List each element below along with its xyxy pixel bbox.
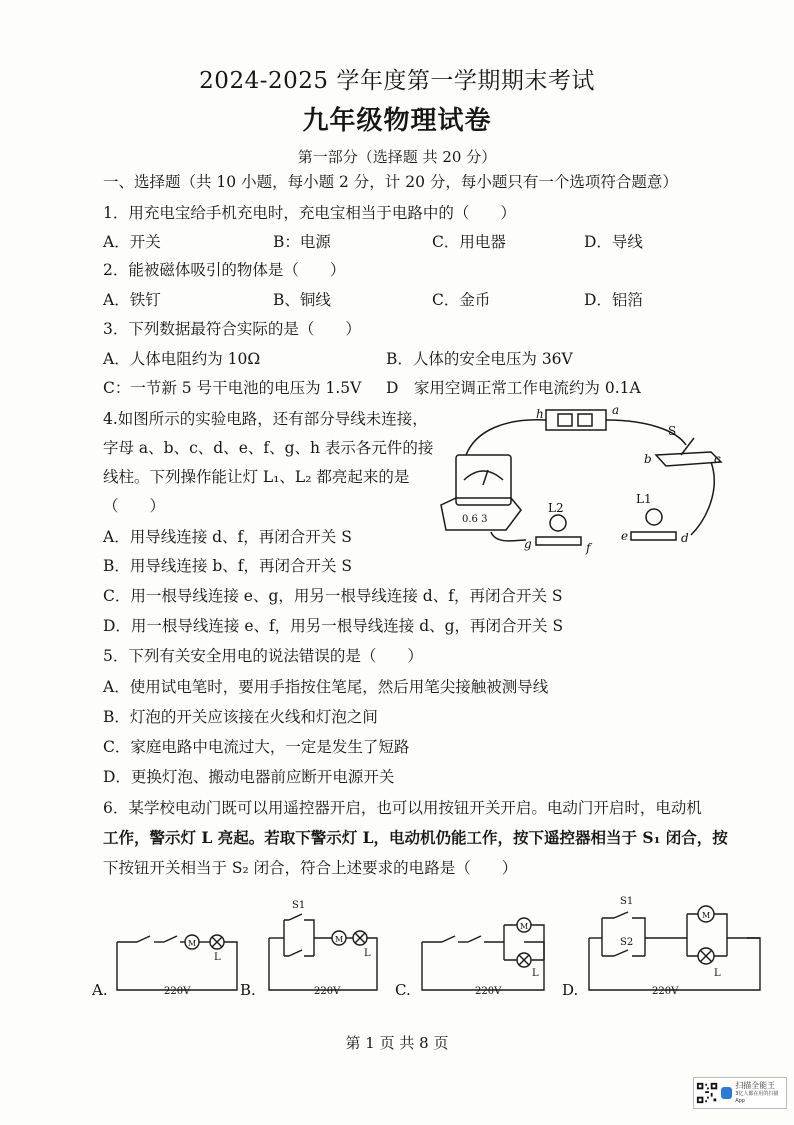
q1-option-b: B：电源: [273, 233, 331, 251]
battery-holder: [546, 410, 606, 430]
terminal-b-label: b: [644, 452, 652, 466]
terminal-c-label: c: [714, 452, 721, 466]
q2-option-a: A．铁钉: [103, 291, 161, 309]
q3-option-b: B．人体的安全电压为 36V: [386, 350, 573, 368]
question-6-stem-line-3: 下按钮开关相当于 S₂ 闭合，符合上述要求的电路是（ ）: [103, 859, 518, 877]
section-instruction: 一、选择题（共 10 小题，每小题 2 分，计 20 分，每小题只有一个选项符合题意）: [103, 173, 678, 191]
ammeter-scale-label: 0.6 3: [462, 514, 488, 525]
circuit-a-lamp-label: L: [214, 952, 221, 963]
q1-option-c: C．用电器: [432, 233, 506, 251]
terminal-a-label: a: [612, 403, 620, 417]
terminal-h-label: h: [536, 407, 544, 421]
terminal-f-label: f: [586, 541, 591, 555]
circuit-c-voltage: 220V: [475, 986, 502, 997]
q5-option-c: C．家庭电路中电流过大，一定是发生了短路: [103, 738, 410, 756]
circuit-b: [269, 914, 377, 990]
exam-title: 2024-2025 学年度第一学期期末考试: [199, 68, 595, 94]
circuit-c-letter: C.: [395, 981, 411, 999]
question-4-stem-line-3: 线柱。下列操作能让灯 L₁、L₂ 都亮起来的是: [103, 468, 410, 486]
q4-circuit-figure: [436, 400, 736, 560]
question-2-stem: 2．能被磁体吸引的物体是（ ）: [103, 261, 346, 279]
question-5-stem: 5．下列有关安全用电的说法错误的是（ ）: [103, 647, 423, 665]
terminal-g-label: g: [524, 537, 532, 551]
circuit-a-motor-label: M: [188, 939, 197, 948]
circuit-d-letter: D.: [562, 981, 579, 999]
question-4-stem-line-2: 字母 a、b、c、d、e、f、g、h 表示各元件的接: [103, 439, 434, 457]
circuit-b-motor-label: M: [335, 935, 344, 944]
q3-option-c: C：一节新 5 号干电池的电压为 1.5V: [103, 379, 362, 397]
question-1-stem: 1．用充电宝给手机充电时，充电宝相当于电路中的（ ）: [103, 204, 516, 222]
page-indicator: 第 1 页 共 8 页: [345, 1034, 449, 1052]
circuit-d-lamp-label: L: [714, 968, 721, 979]
question-6-stem-line-2: 工作，警示灯 L 亮起。若取下警示灯 L，电动机仍能工作，按下遥控器相当于 S₁ 闭合，按: [103, 828, 728, 847]
q1-option-a: A．开关: [103, 233, 161, 251]
circuit-b-switch-label: S1: [292, 900, 306, 911]
scanner-logo-icon: [721, 1087, 732, 1099]
lamp-l2-bulb: [550, 515, 566, 531]
qr-code-icon: [696, 1081, 718, 1105]
circuit-d-switch2-label: S2: [620, 937, 634, 948]
question-4-stem-line-1: 4.如图所示的实验电路，还有部分导线未连接，: [103, 410, 428, 428]
circuit-b-voltage: 220V: [314, 986, 341, 997]
terminal-e-label: e: [621, 529, 629, 543]
q3-option-d: D 家用空调正常工作电流约为 0.1A: [386, 379, 641, 397]
q4-option-d: D．用一根导线连接 e、f，用另一根导线连接 d、g，再闭合开关 S: [103, 617, 564, 635]
q4-option-a: A．用导线连接 d、f，再闭合开关 S: [103, 528, 352, 546]
terminal-d-label: d: [681, 531, 689, 545]
lamp-l1-bulb: [646, 509, 662, 525]
switch-s-label: S: [668, 424, 677, 438]
q5-option-d: D．更换灯泡、搬动电器前应断开电源开关: [103, 768, 395, 786]
q2-option-d: D．铝箔: [584, 291, 643, 309]
wire-meter-l2: [491, 532, 526, 541]
circuit-c-motor-label: M: [520, 922, 529, 931]
q1-option-d: D．导线: [584, 233, 643, 251]
q4-option-b: B．用导线连接 b、f，再闭合开关 S: [103, 557, 353, 575]
wire-switch-l1: [691, 462, 714, 535]
q2-option-c: C．金币: [432, 291, 491, 309]
lamp-l2-base: [536, 537, 581, 545]
circuit-d-motor-label: M: [702, 911, 711, 920]
circuit-d-switch1-label: S1: [620, 896, 634, 907]
wire-battery-meter: [466, 420, 546, 455]
question-3-stem: 3．下列数据最符合实际的是（ ）: [103, 320, 361, 338]
circuit-c-lamp-label: L: [532, 968, 539, 979]
q4-option-c: C．用一根导线连接 e、g，用另一根导线连接 d、f，再闭合开关 S: [103, 587, 563, 605]
q6-circuit-options-figure: [92, 890, 782, 1005]
q2-option-b: B、铜线: [273, 291, 331, 309]
lamp-l1-label: L1: [636, 492, 652, 506]
q5-option-a: A．使用试电笔时，要用手指按住笔尾，然后用笔尖接触被测导线: [103, 678, 549, 696]
part-heading: 第一部分（选择题 共 20 分）: [297, 148, 497, 166]
scanner-tagline: 3亿人都在用的扫描App: [735, 1091, 779, 1104]
question-6-stem-line-1: 6．某学校电动门既可以用遥控器开启，也可以用按钮开关开启。电动门开启时，电动机: [103, 799, 702, 817]
circuit-d-voltage: 220V: [652, 986, 679, 997]
circuit-d: [589, 906, 760, 990]
q5-option-b: B．灯泡的开关应该接在火线和灯泡之间: [103, 708, 378, 726]
subject-title: 九年级物理试卷: [302, 106, 492, 136]
scanner-watermark: [693, 1077, 787, 1109]
scanner-app-name: 扫描全能王: [735, 1081, 776, 1090]
circuit-a-letter: A.: [92, 981, 108, 999]
circuit-b-lamp-label: L: [364, 948, 371, 959]
circuit-b-letter: B.: [240, 981, 256, 999]
lamp-l1-base: [631, 532, 676, 540]
q3-option-a: A．人体电阻约为 10Ω: [103, 350, 261, 368]
lamp-l2-label: L2: [548, 501, 564, 515]
circuit-a-voltage: 220V: [164, 986, 191, 997]
question-4-stem-line-4: （ ）: [103, 497, 166, 515]
